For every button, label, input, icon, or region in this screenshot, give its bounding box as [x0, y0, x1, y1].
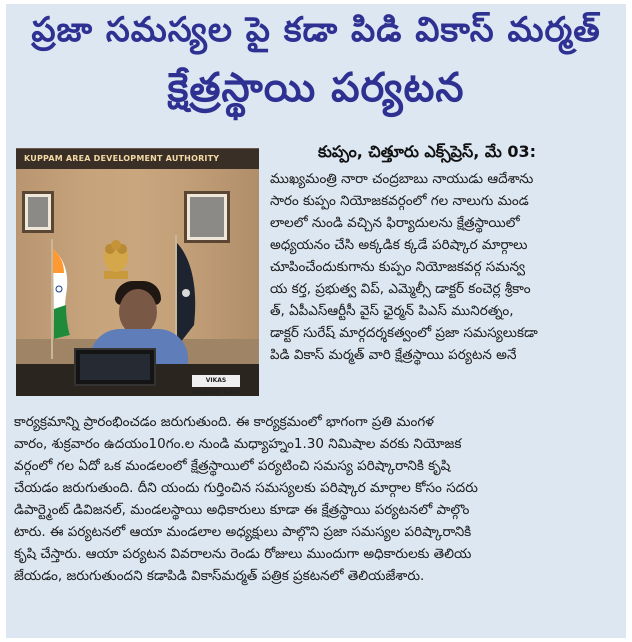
- text-line: కృషి చేస్తారు. ఆయా పర్యటన వివరాలను రెండు రోజులు ముందుగా అధికారులకు తెలియ: [14, 546, 472, 562]
- text-line: లాలలో నుండి వచ్చిన ఫిర్యాదులను క్షేత్రస్థాయిలో: [270, 215, 520, 231]
- text-line: వర్గంలో గల ఏదో ఒక మండలంలో క్షేత్రస్థాయిలో పర్యటించి సమస్య పరిష్కారానికి కృషి: [14, 458, 451, 474]
- text-line: త్, ఏపీఎస్ఆర్టీసీ వైస్ ఛైర్మన్ పిఎస్ మునిరత్నం,: [270, 303, 514, 319]
- text-line: వారం, శుక్రవారం ఉదయం10గం.ల నుండి మధ్యాహ్నం1.30 నిమిషాల వరకు నియోజక: [14, 436, 462, 452]
- headline-line2: క్షేత్రస్థాయి పర్యటన: [167, 65, 465, 111]
- article-full-width-text: [14, 411, 624, 587]
- desk-monitor: [74, 348, 156, 386]
- text-line: పిడి వికాస్ మర్మత్ వారి క్షేత్రస్థాయి పర్యటన అనే: [270, 347, 517, 363]
- article-photo: [16, 148, 259, 396]
- text-line: జేయడం, జరుగుతుందని కడాపిడి వికాస్‌మర్మత్ పత్రిక ప్రకటనలో తెలియజేశారు.: [14, 568, 425, 584]
- text-line: సారం కుప్పం నియోజకవర్గంలో గల నాలుగు మండ: [270, 193, 529, 209]
- article-column-text: [270, 168, 622, 366]
- dateline: కుప్పం, చిత్తూరు ఎక్స్‌ప్రెస్, మే 03:: [318, 142, 537, 161]
- text-line: చూపించేందుకుగాను కుప్పం నియోజకవర్గ సమన్వ: [270, 259, 526, 275]
- text-line: డిపార్ట్మెంట్ డివిజనల్, మండలస్థాయి అధికారులు కూడా ఈ క్షేత్రస్థాయి పర్యటనలో పాల్గొం: [14, 502, 470, 518]
- desk-nameplate: VIKAS MARMAT I.A.S: [192, 377, 240, 396]
- portrait-frame-left: [22, 191, 54, 233]
- text-line: డాక్టర్ సురేష్ మార్గదర్శకత్వంలో ప్రజా సమస్యలుకడా: [270, 325, 538, 341]
- text-line: ముఖ్యమంత్రి నారా చంద్రబాబు నాయుడు ఆదేశాను: [270, 171, 534, 187]
- photo-banner: KUPPAM AREA DEVELOPMENT AUTHORITY: [16, 149, 259, 169]
- text-line: య కర్త, ప్రభుత్వ విప్, ఎమ్మెల్సీ డాక్టర్ కంచెర్ల శ్రీకాం: [270, 281, 531, 297]
- national-flag-icon: [46, 239, 76, 359]
- text-line: చేయడం జరుగుతుంది. దీని యందు గుర్తించిన సమస్యలకు పరిష్కార మార్గాల కోసం సదరు: [14, 480, 478, 496]
- headline-line1: ప్రజా సమస్యల పై కడా పిడి వికాస్ మర్మత్: [31, 10, 601, 50]
- text-line: కార్యక్రమాన్ని ప్రారంభించడం జరుగుతుంది. ఈ కార్యక్రమంలో భాగంగా ప్రతి మంగళ: [14, 414, 434, 430]
- text-line: అధ్యయనం చేసి అక్కడిక క్కడే పరిష్కార మార్గాలు: [270, 237, 528, 253]
- text-line: టారు. ఈ పర్యటనలో ఆయా మండలాల అధ్యక్షులు పాల్గొని ప్రజా సమస్యల పరిష్కారానికి: [14, 524, 472, 540]
- state-emblem-icon: [98, 237, 134, 283]
